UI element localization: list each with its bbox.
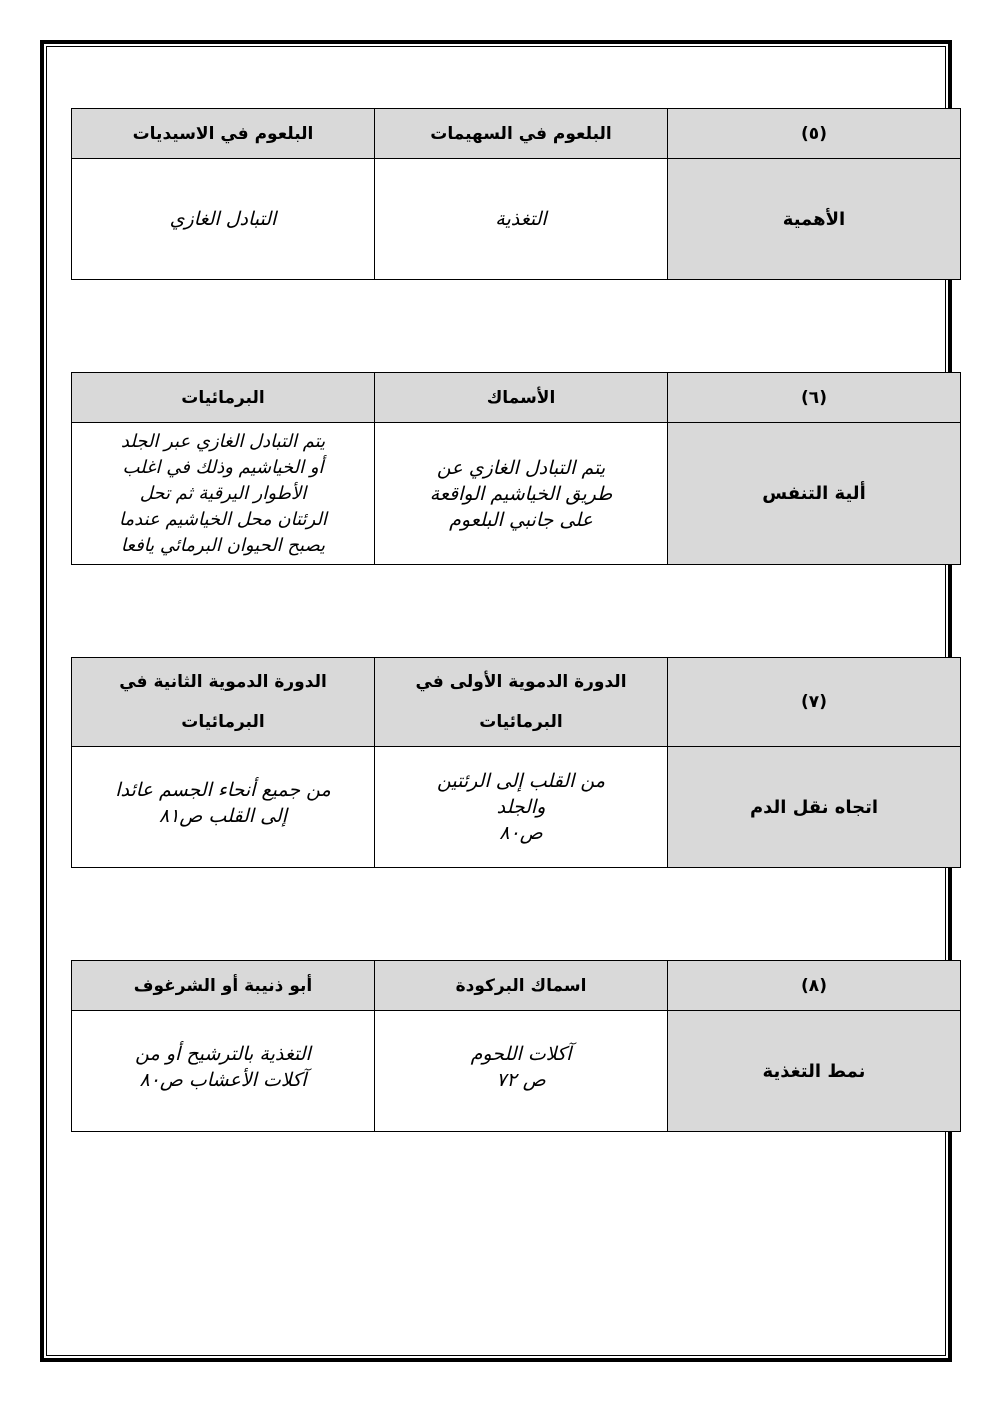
cell-value: يتم التبادل الغازي عبر الجلد أو الخياشيم وذلك في اغلب الأطوار اليرقية ثم تحل الرئتان محل الخياشيم عندما يصبح الحيوان البرمائي يافعا: [72, 423, 375, 565]
row-label: ألية التنفس: [668, 423, 961, 565]
column-header: الدورة الدموية الثانية في البرمائيات: [72, 658, 375, 747]
comparison-table-8: [71, 960, 961, 1132]
cell-value: التغذية: [375, 159, 668, 280]
row-label: الأهمية: [668, 159, 961, 280]
column-header: اسماك البركودة: [375, 961, 668, 1011]
comparison-table-7: [71, 657, 961, 868]
cell-value: من القلب إلى الرئتين والجلد ص٨٠: [375, 747, 668, 868]
table-number: (٦): [668, 373, 961, 423]
column-header: البرمائيات: [72, 373, 375, 423]
cell-value: من جميع أنحاء الجسم عائدا إلى القلب ص٨١: [72, 747, 375, 868]
column-header: أبو ذنيبة أو الشرغوف: [72, 961, 375, 1011]
comparison-table-5: [71, 108, 961, 280]
comparison-table-6: [71, 372, 961, 565]
cell-value: يتم التبادل الغازي عن طريق الخياشيم الواقعة على جانبي البلعوم: [375, 423, 668, 565]
cell-value: التبادل الغازي: [72, 159, 375, 280]
column-header: الدورة الدموية الأولى في البرمائيات: [375, 658, 668, 747]
table-number: (٧): [668, 658, 961, 747]
table-number: (٨): [668, 961, 961, 1011]
row-label: نمط التغذية: [668, 1011, 961, 1132]
column-header: البلعوم في الاسيديات: [72, 109, 375, 159]
column-header: الأسماك: [375, 373, 668, 423]
column-header: البلعوم في السهيمات: [375, 109, 668, 159]
row-label: اتجاه نقل الدم: [668, 747, 961, 868]
table-number: (٥): [668, 109, 961, 159]
cell-value: التغذية بالترشيح أو من آكلات الأعشاب ص٨٠: [72, 1011, 375, 1132]
cell-value: آكلات اللحوم ص ٧٢: [375, 1011, 668, 1132]
